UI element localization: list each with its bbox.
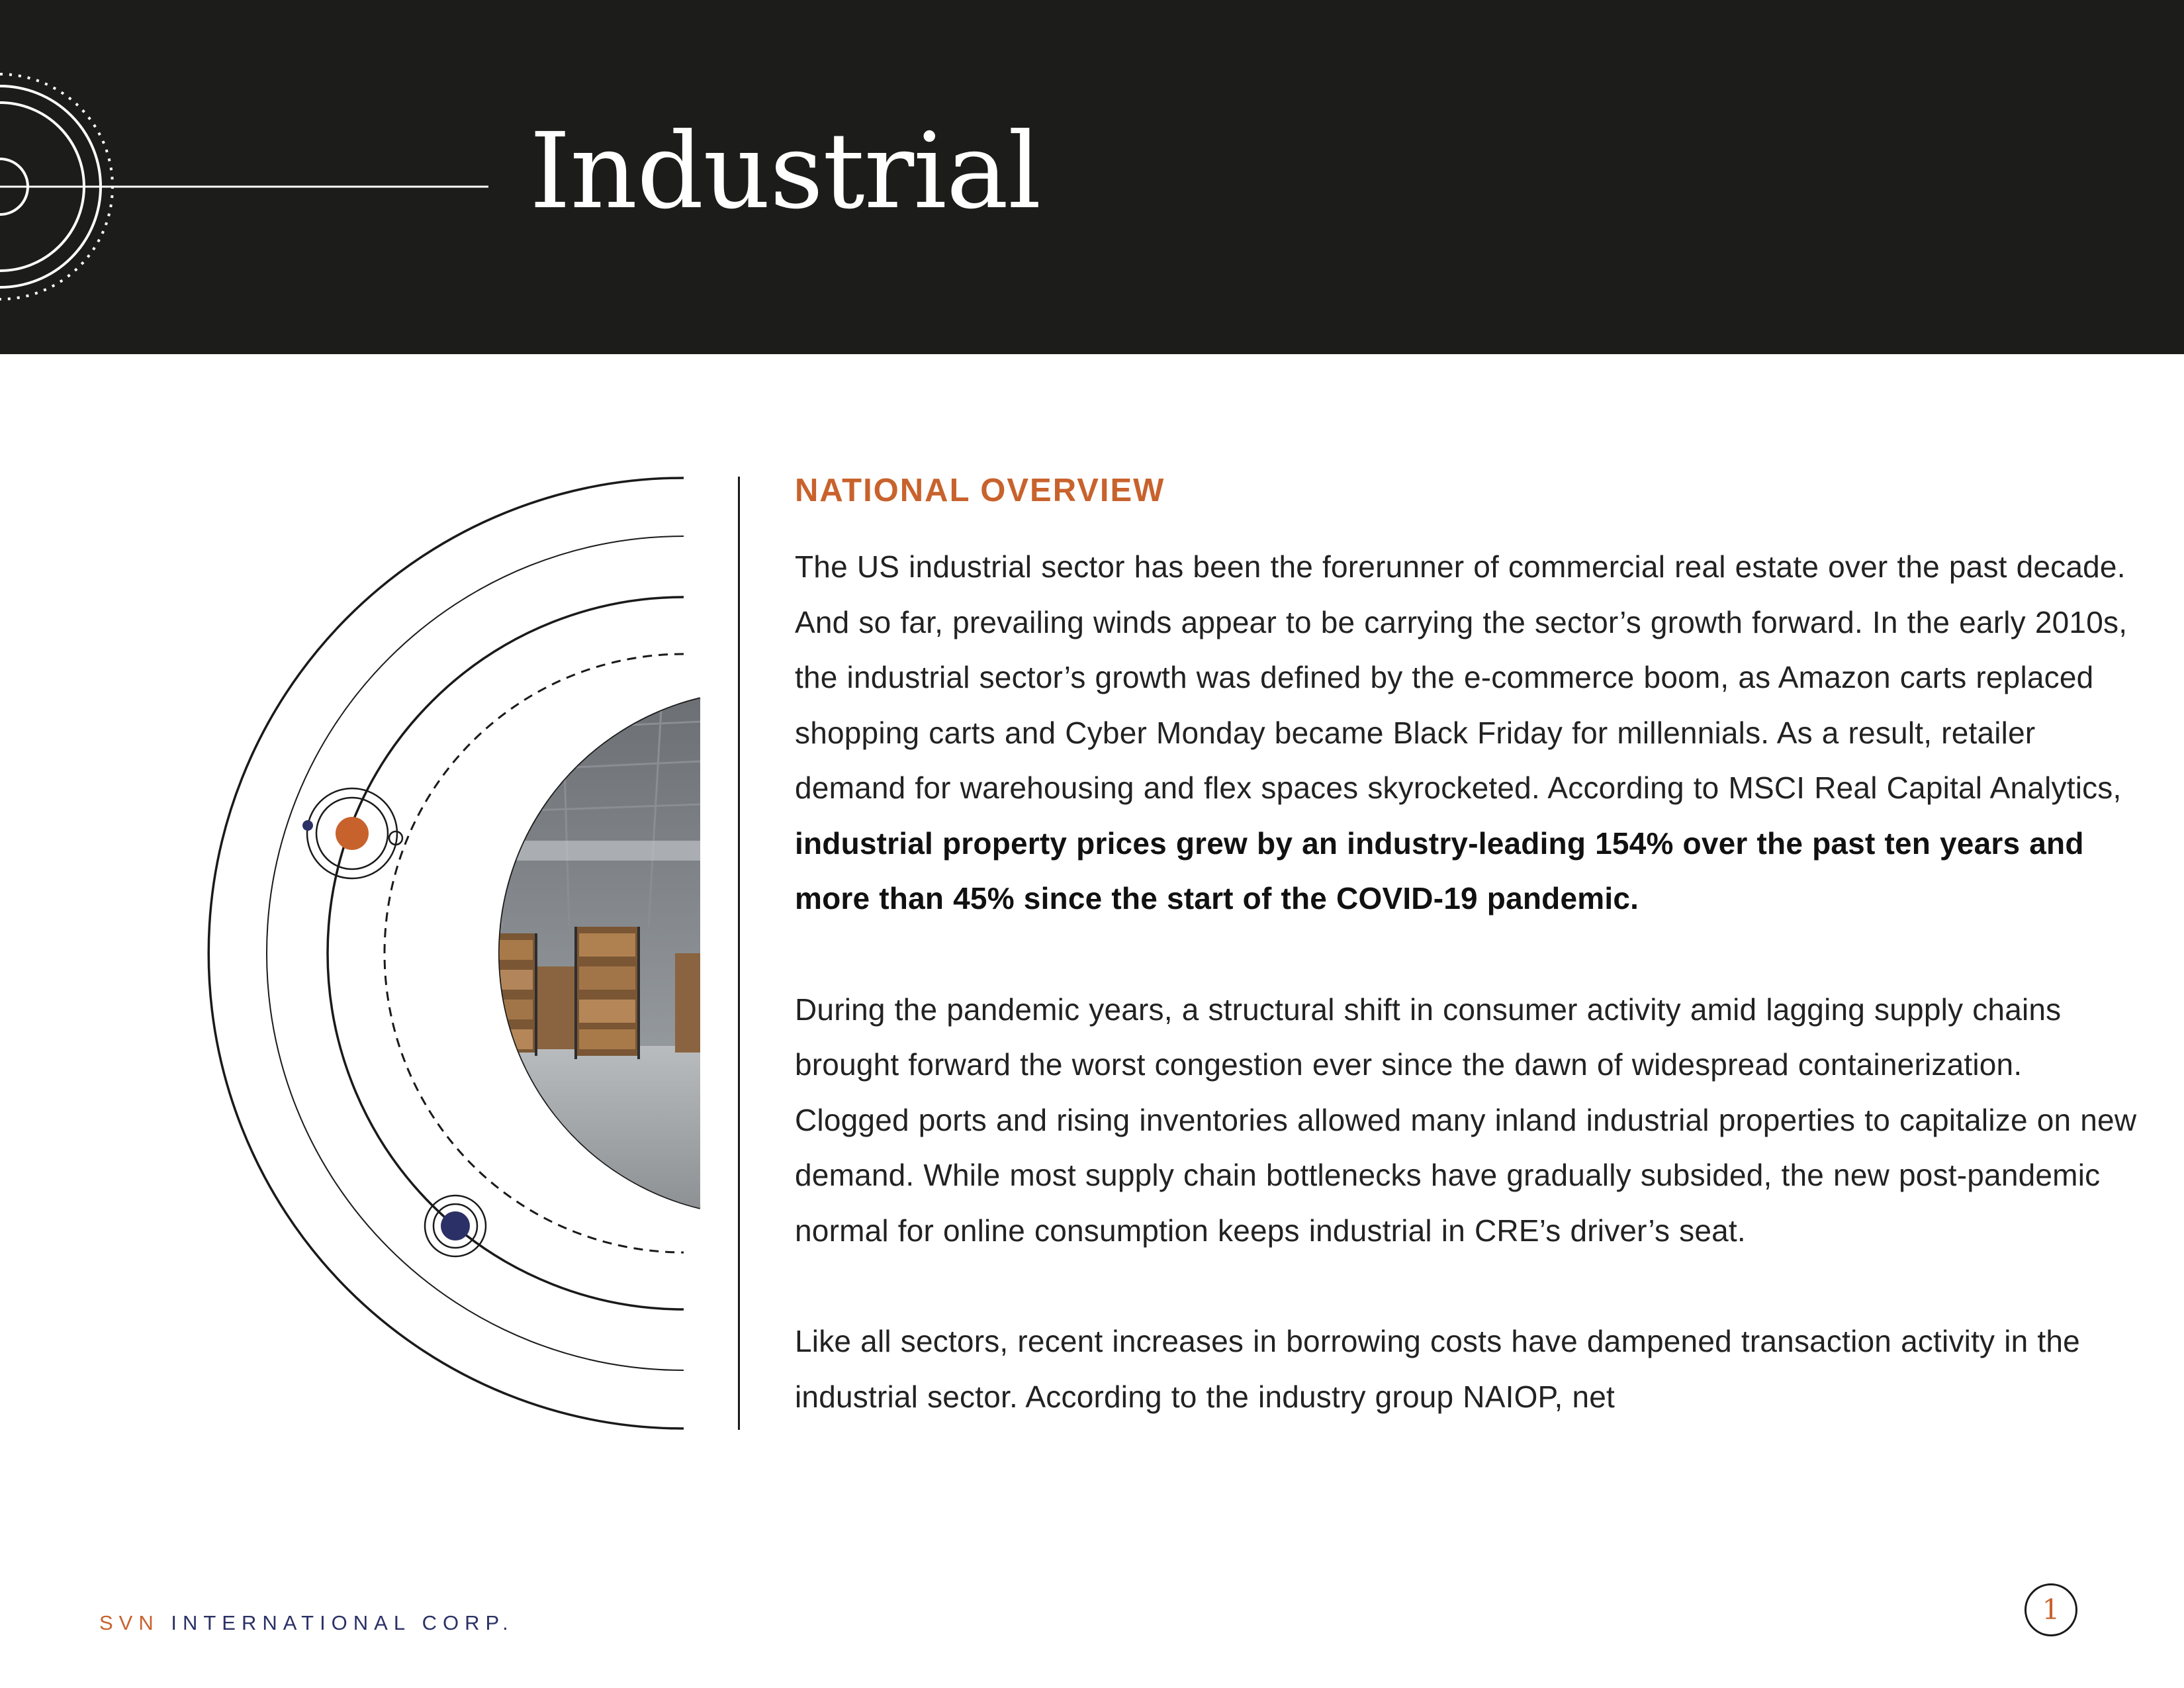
paragraph-1-highlight: industrial property prices grew by an industry-leading 154% over the past ten years and more than 45% since the start of the COVID-19 pandemic. [795,825,2084,915]
orbit-rings-icon [199,463,721,1443]
paragraph-1 [795,539,2145,927]
orbit-planet-navy [425,1196,486,1256]
page-number: 1 [2025,1583,2077,1636]
paragraph-1-text: The US industrial sector has been the forerunner of commercial real estate over the past decade. And so far, prevailing winds appear to be carrying the sector’s growth forward. In the early 2010s, the industrial sector’s growth was defined by the e-commerce boom, as Amazon carts replaced shopping carts and Cyber Monday became Black Friday for millennials. As a result, retailer demand for warehousing and flex spaces skyrocketed. According to MSCI Real Capital Analytics, [795,549,2128,805]
page-header [0,0,2184,354]
page-title: Industrial [529,111,1041,232]
warehouse-shelves-image [424,698,702,1208]
footer-logo [99,1610,514,1636]
content-column [795,467,2145,1480]
paragraph-3: Like all sectors, recent increases in borrowing costs have dampened transaction activity in the industrial sector. According to the industry group NAIOP, net [795,1324,2080,1414]
concentric-arcs-icon [0,0,503,354]
paragraph-2: During the pandemic years, a structural shift in consumer activity amid lagging supply chains brought forward the worst congestion ever since the dawn of widespread containerization. Clogged ports and rising inventories allowed many inland industrial properties to capitalize on new demand. While most supply chain bottlenecks have gradually subsided, the new post-pandemic normal for online consumption keeps industrial in CRE’s driver’s seat. [795,992,2137,1248]
vertical-divider [738,477,740,1430]
footer-company: INTERNATIONAL CORP. [171,1611,514,1634]
orbit-planet-orange [302,788,402,878]
section-heading: NATIONAL OVERVIEW [795,473,1165,508]
footer-brand: SVN [99,1611,159,1634]
